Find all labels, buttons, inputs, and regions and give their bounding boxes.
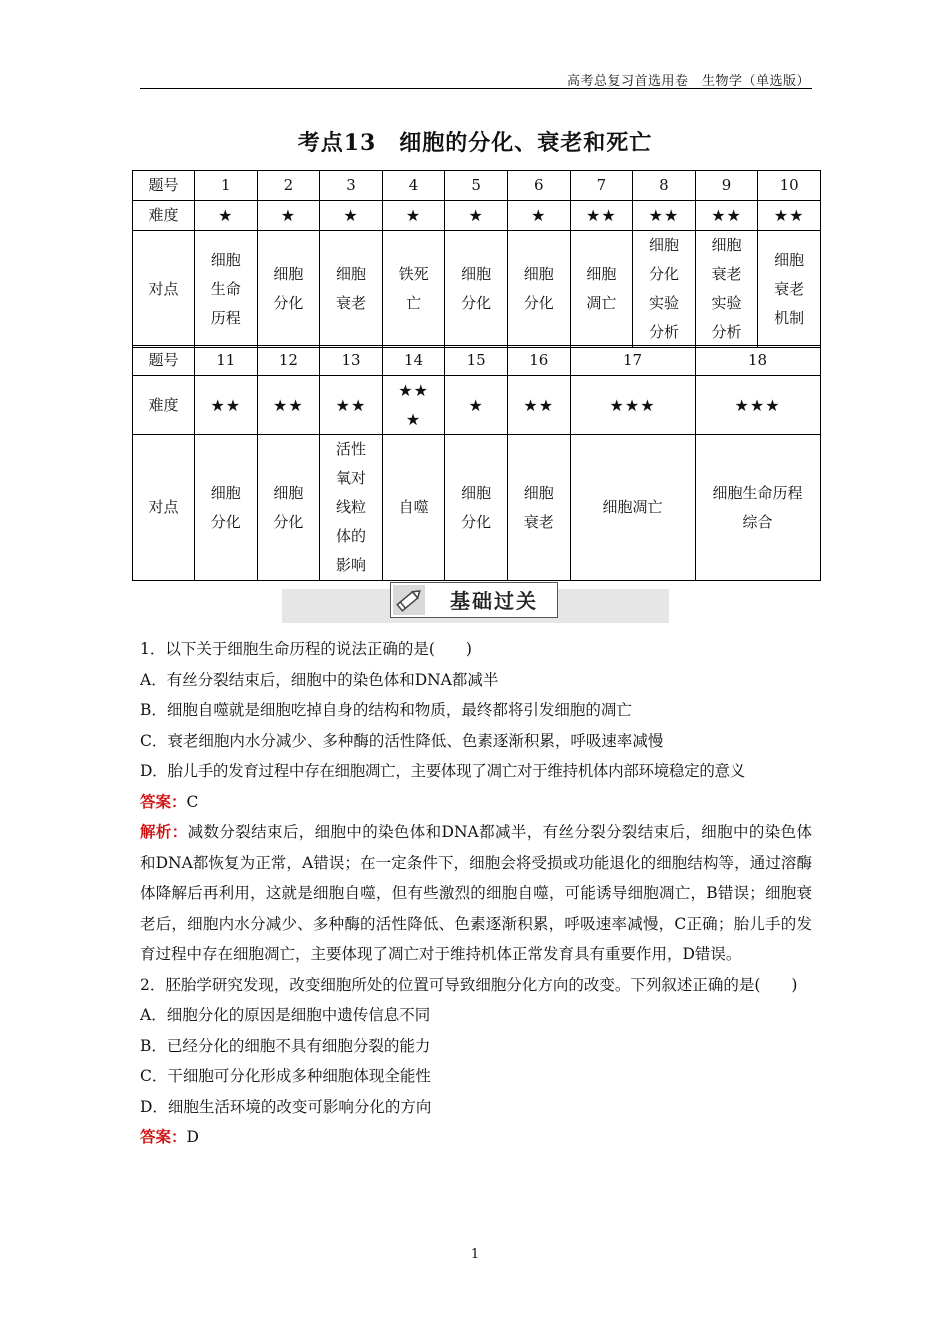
topic-cell: 细胞 衰老 机制 [758, 231, 821, 348]
analysis-paragraph [140, 817, 812, 970]
option-c: C．干细胞可分化形成多种细胞体现全能性 [140, 1067, 431, 1085]
topic-cell: 细胞凋亡 [570, 435, 695, 581]
option-b: B．细胞自噬就是细胞吃掉自身的结构和物质，最终都将引发细胞的凋亡 [140, 701, 632, 719]
running-header: 高考总复习首选用卷 生物学（单选版） [566, 74, 810, 89]
row-label: 对点 [133, 435, 195, 581]
row-label: 对点 [133, 231, 195, 348]
difficulty-stars: ★ [382, 201, 445, 231]
table2-topic-row [133, 435, 821, 581]
difficulty-stars: ★★ [758, 201, 821, 231]
question-stem: 2．胚胎学研究发现，改变细胞所处的位置可导致细胞分化方向的改变。下列叙述正确的是( ) [140, 975, 798, 994]
option-a: A．有丝分裂结束后，细胞中的染色体和DNA都减半 [140, 670, 499, 689]
topic-cell: 细胞 分化 [507, 231, 570, 348]
table2-number-row [133, 346, 821, 376]
row-label: 题号 [133, 346, 195, 376]
answer-value: D [186, 1128, 199, 1146]
difficulty-stars: ★ [507, 201, 570, 231]
analysis-label: 解析： [140, 822, 188, 841]
question-number: 16 [507, 346, 570, 376]
difficulty-stars: ★ [445, 376, 508, 435]
question-number: 14 [382, 346, 445, 376]
difficulty-stars: ★★ [257, 376, 320, 435]
answer-value: C [186, 792, 199, 811]
question-content [140, 634, 812, 1153]
question-number: 2 [257, 171, 320, 201]
difficulty-stars: ★★ [633, 201, 696, 231]
header-rule [140, 88, 812, 89]
option-d: D．细胞生活环境的改变可影响分化的方向 [140, 1097, 432, 1116]
question-stem: 1．以下关于细胞生命历程的说法正确的是( ) [140, 640, 472, 658]
topic-cell: 细胞 衰老 实验 分析 [695, 231, 758, 348]
answer-label: 答案： [140, 791, 187, 811]
difficulty-stars: ★★ [320, 376, 383, 435]
question-number: 12 [257, 346, 320, 376]
difficulty-stars: ★ [445, 201, 508, 231]
difficulty-table-2 [132, 345, 821, 581]
table1-difficulty-row [133, 201, 821, 231]
topic-cell: 细胞 分化 [445, 435, 508, 581]
row-label: 题号 [133, 171, 195, 201]
option-d: D．胎儿手的发育过程中存在细胞凋亡，主要体现了凋亡对于维持机体内部环境稳定的意义 [140, 762, 745, 780]
question-number: 13 [320, 346, 383, 376]
option-b: B．已经分化的细胞不具有细胞分裂的能力 [140, 1036, 431, 1055]
analysis-text: 减数分裂结束后，细胞中的染色体和DNA都减半，有丝分裂分裂结束后，细胞中的染色体和DNA都恢复为正常，A错误；在一定条件下，细胞会将受损或功能退化的细胞结构等，通过溶酶体降解后再利用，这就是细胞自噬，但有些激烈的细胞自噬，可能诱导细胞凋亡，B错误；细胞衰老后，细胞内水分减少、多种酶的活性降低、色素逐渐积累，呼吸速率减慢，C正确；胎儿手的发育过程中存在细胞凋亡，主要体现了凋亡对于维持机体正常发育具有重要作用，D错误。 [140, 823, 812, 963]
difficulty-stars: ★★ [695, 201, 758, 231]
question-number: 9 [695, 171, 758, 201]
topic-cell: 细胞 衰老 [507, 435, 570, 581]
question-number: 10 [758, 171, 821, 201]
difficulty-stars: ★ [195, 201, 258, 231]
topic-cell: 活性 氧对 线粒 体的 影响 [320, 435, 383, 581]
answer-line [140, 1122, 812, 1153]
question-number: 18 [695, 346, 820, 376]
difficulty-table-1 [132, 170, 821, 348]
row-label: 难度 [133, 376, 195, 435]
topic-cell: 细胞 分化 [257, 435, 320, 581]
topic-cell: 细胞 生命 历程 [195, 231, 258, 348]
answer-label: 答案： [140, 1127, 187, 1146]
question-number: 5 [445, 171, 508, 201]
page-number: 1 [470, 1247, 480, 1262]
answer-line [140, 787, 812, 818]
question-number: 17 [570, 346, 695, 376]
question-number: 6 [507, 171, 570, 201]
difficulty-stars: ★★ [507, 376, 570, 435]
difficulty-stars: ★ [257, 201, 320, 231]
question-number: 4 [382, 171, 445, 201]
question-number: 3 [320, 171, 383, 201]
topic-cell: 细胞 分化 实验 分析 [633, 231, 696, 348]
topic-cell: 铁死 亡 [382, 231, 445, 348]
question-number: 11 [195, 346, 258, 376]
difficulty-stars: ★★★ [695, 376, 820, 435]
question-number: 15 [445, 346, 508, 376]
option-c: C．衰老细胞内水分减少、多种酶的活性降低、色素逐渐积累，呼吸速率减慢 [140, 731, 664, 750]
question-number: 7 [570, 171, 633, 201]
difficulty-stars: ★★ [570, 201, 633, 231]
difficulty-stars: ★★ ★ [382, 376, 445, 435]
page-title: 考点13 细胞的分化、衰老和死亡 [297, 130, 653, 156]
section-banner-title: 基础过关 [450, 589, 538, 613]
table1-number-row [133, 171, 821, 201]
question-number: 8 [633, 171, 696, 201]
topic-cell: 细胞生命历程 综合 [695, 435, 820, 581]
topic-cell: 自噬 [382, 435, 445, 581]
option-a: A．细胞分化的原因是细胞中遗传信息不同 [140, 1006, 431, 1024]
difficulty-stars: ★★ [195, 376, 258, 435]
topic-cell: 细胞 凋亡 [570, 231, 633, 348]
topic-cell: 细胞 分化 [445, 231, 508, 348]
topic-cell: 细胞 分化 [257, 231, 320, 348]
row-label: 难度 [133, 201, 195, 231]
difficulty-stars: ★ [320, 201, 383, 231]
table2-difficulty-row [133, 376, 821, 435]
question-number: 1 [195, 171, 258, 201]
difficulty-stars: ★★★ [570, 376, 695, 435]
topic-cell: 细胞 分化 [195, 435, 258, 581]
pencil-icon [392, 584, 426, 616]
table1-topic-row [133, 231, 821, 348]
topic-cell: 细胞 衰老 [320, 231, 383, 348]
